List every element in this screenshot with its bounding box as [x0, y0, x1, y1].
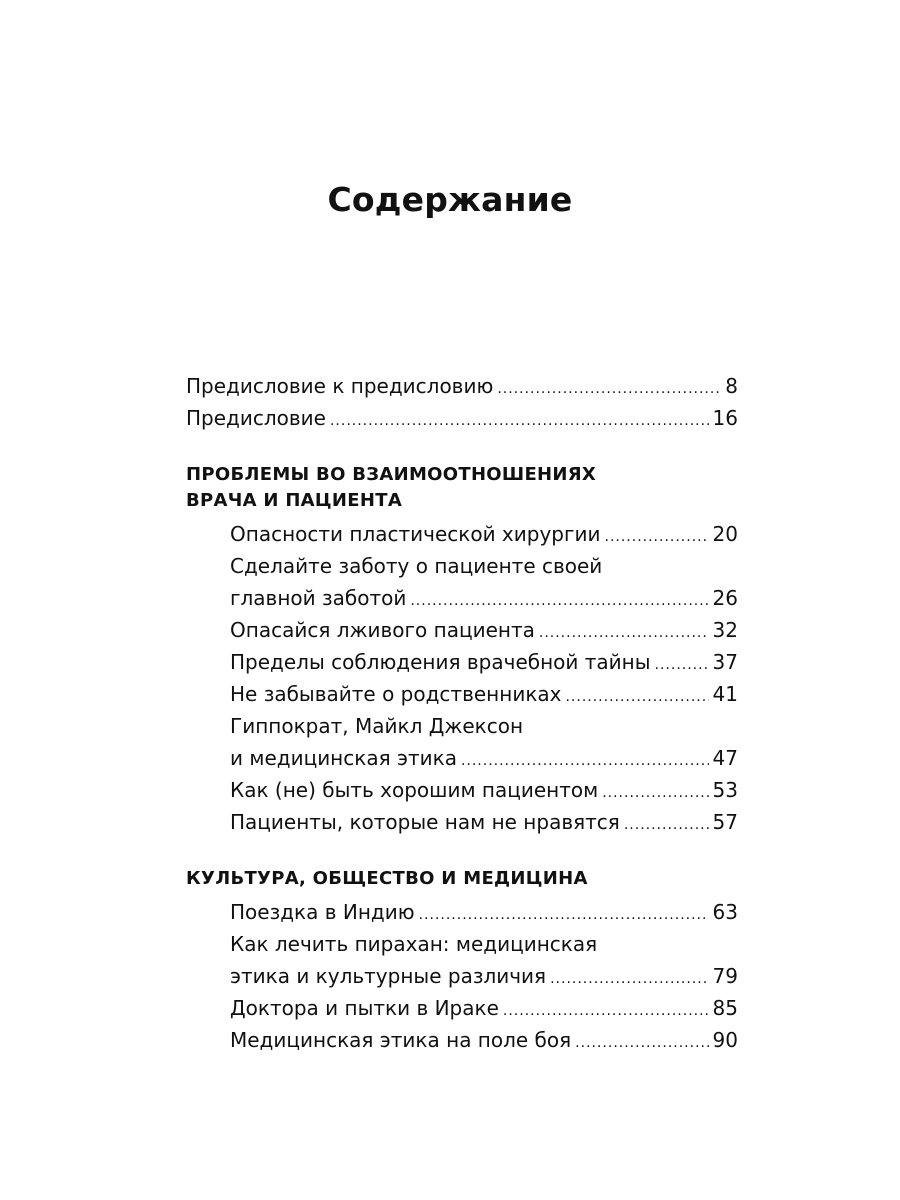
toc-entry-page: 37 [712, 650, 738, 674]
toc-entry-page: 20 [712, 522, 738, 546]
page-title: Содержание [327, 180, 573, 219]
toc-entry[interactable] [230, 896, 738, 928]
toc-entry[interactable] [186, 928, 738, 992]
toc-entry-title: главной заботой [230, 586, 407, 610]
toc-entry-page: 8 [725, 374, 738, 398]
toc-section-culture-society-medicine [186, 866, 738, 1056]
toc-entry-title: Предисловие к предисловию [186, 374, 494, 398]
toc-entry-title: и медицинская этика [230, 746, 457, 770]
dot-leader [419, 899, 709, 931]
toc-entry-page: 85 [712, 996, 738, 1020]
toc-entry-title: Не забывайте о родственниках [230, 682, 562, 706]
toc-entry-title: Поездка в Индию [230, 900, 415, 924]
dot-leader [503, 995, 709, 1027]
dot-leader [539, 617, 709, 649]
toc-entry-page: 16 [712, 406, 738, 430]
toc-entry-page: 57 [712, 810, 738, 834]
dot-leader [461, 745, 709, 777]
dot-leader [602, 777, 708, 809]
toc-section-doctor-patient [186, 462, 738, 838]
toc-entry-title-line: Как лечить пирахан: медицинская [230, 932, 598, 956]
toc-entry[interactable] [230, 518, 738, 550]
section-title [186, 866, 738, 892]
toc-entry-title-line: Гиппократ, Майкл Джексон [230, 714, 524, 738]
toc-entry-preface-to-preface[interactable] [186, 370, 738, 402]
toc-entry-page: 63 [712, 900, 738, 924]
toc-entry-title: Опасности пластической хирургии [230, 522, 601, 546]
toc-entry-title: Опасайся лживого пациента [230, 618, 535, 642]
toc-entry[interactable] [230, 614, 738, 646]
toc-entry[interactable] [186, 710, 738, 774]
toc-entry-page: 32 [712, 618, 738, 642]
toc-entry-page: 47 [712, 746, 738, 770]
dot-leader [330, 405, 709, 437]
toc-entry-page: 26 [712, 586, 738, 610]
table-of-contents [186, 370, 738, 1056]
toc-entry[interactable] [230, 678, 738, 710]
dot-leader [497, 373, 721, 405]
toc-entry-title: Медицинская этика на поле боя [230, 1028, 572, 1052]
toc-entry-preface[interactable] [186, 402, 738, 434]
section-title-line: КУЛЬТУРА, ОБЩЕСТВО И МЕДИЦИНА [186, 868, 588, 889]
dot-leader [565, 681, 708, 713]
dot-leader [575, 1027, 708, 1059]
toc-entry-page: 41 [712, 682, 738, 706]
toc-entry-page: 79 [712, 964, 738, 988]
toc-entry-page: 90 [712, 1028, 738, 1052]
toc-entry-title: Доктора и пытки в Ираке [230, 996, 499, 1020]
toc-entry-title: Пациенты, которые нам не нравятся [230, 810, 620, 834]
toc-entry-title: этика и культурные различия [230, 964, 547, 988]
toc-entry[interactable] [230, 1024, 738, 1056]
dot-leader [410, 585, 708, 617]
toc-entry-title: Пределы соблюдения врачебной тайны [230, 650, 651, 674]
section-title-line: ВРАЧА И ПАЦИЕНТА [186, 490, 403, 511]
toc-entry-page: 53 [712, 778, 738, 802]
toc-entry[interactable] [230, 992, 738, 1024]
toc-entry[interactable] [230, 774, 738, 806]
toc-entry-title-line: Сделайте заботу о пациенте своей [230, 554, 603, 578]
toc-entry[interactable] [186, 550, 738, 614]
dot-leader [655, 649, 709, 681]
toc-entry-title: Предисловие [186, 406, 326, 430]
dot-leader [550, 963, 708, 995]
section-title-line: ПРОБЛЕМЫ ВО ВЗАИМООТНОШЕНИЯХ [186, 464, 597, 485]
section-title [186, 462, 738, 514]
dot-leader [624, 809, 709, 841]
toc-entry[interactable] [230, 806, 738, 838]
toc-entry-title: Как (не) быть хорошим пациентом [230, 778, 599, 802]
toc-entry[interactable] [230, 646, 738, 678]
dot-leader [605, 521, 709, 553]
